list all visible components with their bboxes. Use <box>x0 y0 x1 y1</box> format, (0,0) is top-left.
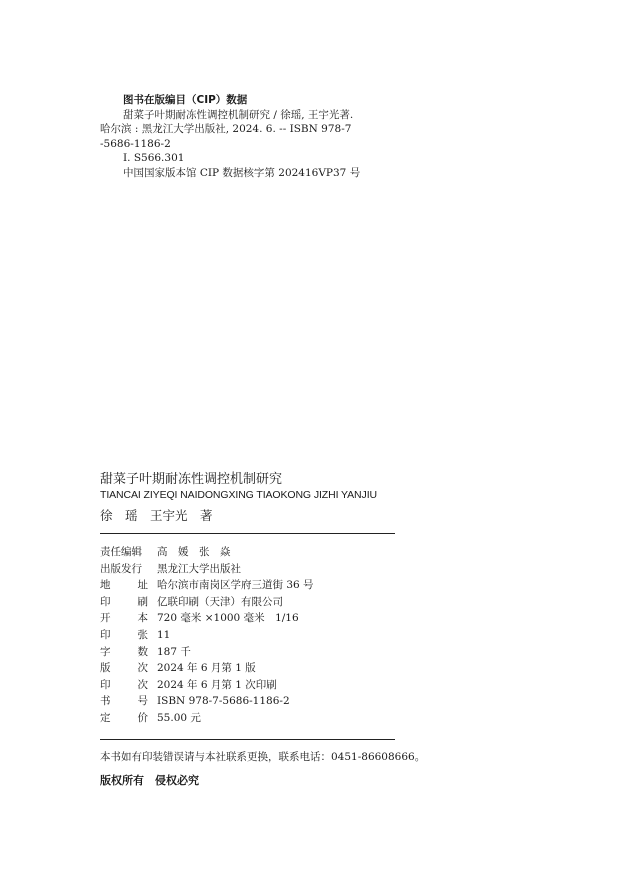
cip-line-classification: Ⅰ. S566.301 <box>123 152 185 164</box>
info-value: 11 <box>157 628 171 641</box>
info-value: 哈尔滨市南岗区学府三道街 36 号 <box>157 579 314 592</box>
info-label-part: 印 <box>100 628 111 641</box>
info-value: 2024 年 6 月第 1 次印刷 <box>157 678 277 691</box>
info-row <box>100 594 314 611</box>
cip-line-title: 甜菜子叶期耐冻性调控机制研究 / 徐瑶, 王宇光著. <box>123 108 354 121</box>
cip-heading: 图书在版编目（CIP）数据 <box>123 94 248 106</box>
copyright-notice: 版权所有 侵权必究 <box>100 774 199 787</box>
info-row <box>100 644 314 661</box>
info-label-part: 印 <box>100 595 111 608</box>
info-label-part: 号 <box>137 695 148 708</box>
info-label-part: 址 <box>137 579 148 592</box>
info-label-part: 本 <box>137 612 148 625</box>
info-label-part: 书 <box>100 695 111 708</box>
info-value: 187 千 <box>157 645 191 658</box>
info-value: 55.00 元 <box>157 711 201 724</box>
info-row <box>100 627 314 644</box>
book-authors: 徐 瑶 王宇光 著 <box>100 508 213 523</box>
info-label-part: 出版发行 <box>100 562 142 575</box>
info-label <box>100 577 157 594</box>
info-label-part: 字 <box>100 645 111 658</box>
info-value: 高 媛 张 焱 <box>157 546 231 558</box>
info-value: 亿联印刷（天津）有限公司 <box>157 595 283 608</box>
info-value: 2024 年 6 月第 1 版 <box>157 662 256 675</box>
info-label-part: 印 <box>100 678 111 691</box>
info-row <box>100 544 314 561</box>
info-row <box>100 710 314 727</box>
info-label <box>100 710 157 727</box>
info-value: 黑龙江大学出版社 <box>157 562 241 575</box>
info-label-part: 定 <box>100 711 111 724</box>
info-row <box>100 577 314 594</box>
info-value: 720 毫米 ×1000 毫米 1/16 <box>157 612 299 625</box>
info-label-part: 版 <box>100 662 111 675</box>
info-label <box>100 644 157 661</box>
cip-line-isbn: -5686-1186-2 <box>100 137 171 150</box>
book-title-pinyin: TIANCAI ZIYEQI NAIDONGXING TIAOKONG JIZHI YANJIU <box>100 489 377 501</box>
info-label <box>100 693 157 710</box>
info-label <box>100 561 157 578</box>
book-title: 甜菜子叶期耐冻性调控机制研究 <box>100 472 283 487</box>
cip-block <box>100 93 400 180</box>
info-label-part: 刷 <box>137 595 148 608</box>
cip-line-publisher: 哈尔滨 : 黑龙江大学出版社, 2024. 6. -- ISBN 978-7 <box>100 123 352 135</box>
info-label <box>100 594 157 611</box>
info-label <box>100 677 157 694</box>
replacement-notice: 本书如有印装错误请与本社联系更换，联系电话：0451-86608666。 <box>100 751 426 763</box>
info-row <box>100 610 314 627</box>
info-label-part: 开 <box>100 612 111 625</box>
divider-bottom <box>100 739 395 740</box>
info-row <box>100 693 314 710</box>
publication-info-list <box>100 544 314 727</box>
info-label-part: 地 <box>100 579 111 592</box>
info-label-part: 次 <box>137 678 148 691</box>
info-label-part: 责任编辑 <box>100 546 142 558</box>
info-row <box>100 561 314 578</box>
info-label <box>100 660 157 677</box>
info-label-part: 次 <box>137 662 148 675</box>
divider-top <box>100 533 395 534</box>
info-label-part: 价 <box>137 711 148 724</box>
info-label-part: 张 <box>137 628 148 641</box>
info-label-part: 数 <box>137 645 148 658</box>
cip-line-record: 中国国家版本馆 CIP 数据核字第 202416VP37 号 <box>123 166 361 179</box>
info-row <box>100 660 314 677</box>
info-row <box>100 677 314 694</box>
info-label <box>100 627 157 644</box>
info-label <box>100 610 157 627</box>
info-value: ISBN 978-7-5686-1186-2 <box>157 695 290 708</box>
info-label <box>100 544 157 561</box>
